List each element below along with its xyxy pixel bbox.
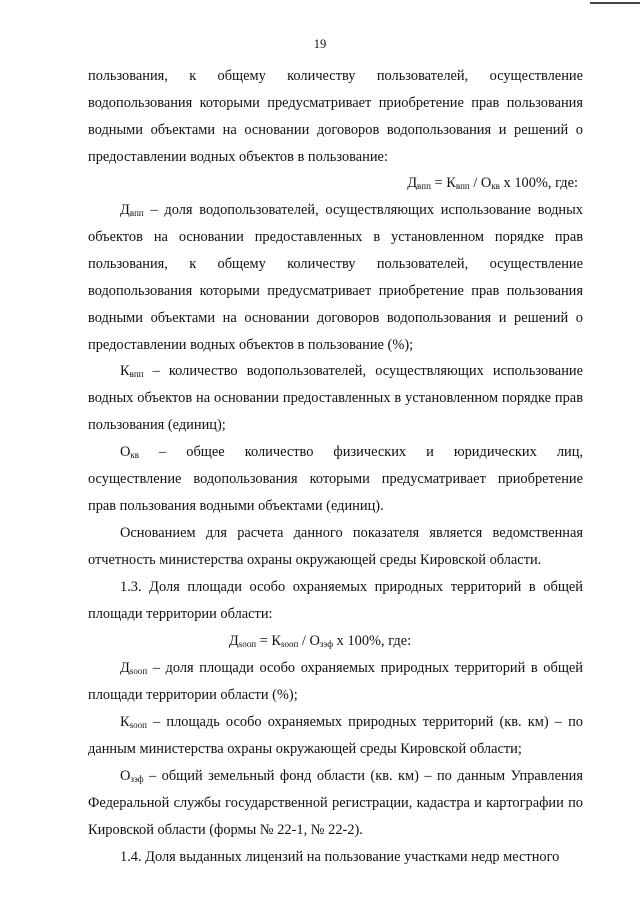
paragraph: водопользования которыми предусматривает приобретение прав пользования водными объектами на основании договоров водопользования и решений о предоставлении водных объектов в пользование: xyxy=(88,95,583,165)
definition: $Д_{впп}$ – доля водопользователей, осуществляющих использование водных объектов на основании предоставленных в установленном порядке прав пользования, к общему количеству пользователей, осуществление водопользования которыми предусматривает приобретение прав пользования водными объектами на основании договоров водопользования и решений о предоставлении водных объектов в пользование (%); xyxy=(88,202,583,353)
section-heading: 1.4. Доля выданных лицензий на пользование участками недр местного xyxy=(120,849,560,865)
corner-mark xyxy=(590,2,640,4)
paragraph: Основанием для расчета данного показателя является ведомственная отчетность министерства охраны окружающей среды Кировской области. xyxy=(88,525,583,568)
section-heading: 1.3. Доля площади особо охраняемых природных территорий в общей площади территории области: xyxy=(88,579,583,622)
formula: $Д_{sооп} = К_{sооп} / О_{зэф}$ х 100%, где: xyxy=(228,633,412,649)
definition: $К_{впп}$ – количество водопользователей, осуществляющих использование водных объектов на основании предоставленных в установленном порядке прав пользования (единиц); xyxy=(88,363,583,433)
page-number: 19 xyxy=(313,37,327,51)
definition-line: $О_{кв}$ – общее количество физических и юридических лиц, xyxy=(120,444,583,460)
definition-line: осуществление водопользования которыми предусматривает приобретение xyxy=(88,471,583,487)
formula: $Д_{впп} = К_{впп} / О_{кв}$ х 100%, где: xyxy=(407,175,578,191)
definition: $К_{sооп}$ – площадь особо охраняемых природных территорий (кв. км) – по данным министерства охраны окружающей среды Кировской области; xyxy=(88,714,583,757)
definition: $О_{зэф}$ – общий земельный фонд области (кв. км) – по данным Управления Федеральной службы государственной регистрации, кадастра и картографии по Кировской области (формы № 22-1, № 22-2). xyxy=(88,768,583,838)
definition: $Д_{sооп}$ – доля площади особо охраняемых природных территорий в общей площади территории области (%); xyxy=(88,660,583,703)
paragraph-line: пользования, к общему количеству пользователей, осуществление xyxy=(88,68,583,84)
definition-line: прав пользования водными объектами (единиц). xyxy=(88,498,384,514)
